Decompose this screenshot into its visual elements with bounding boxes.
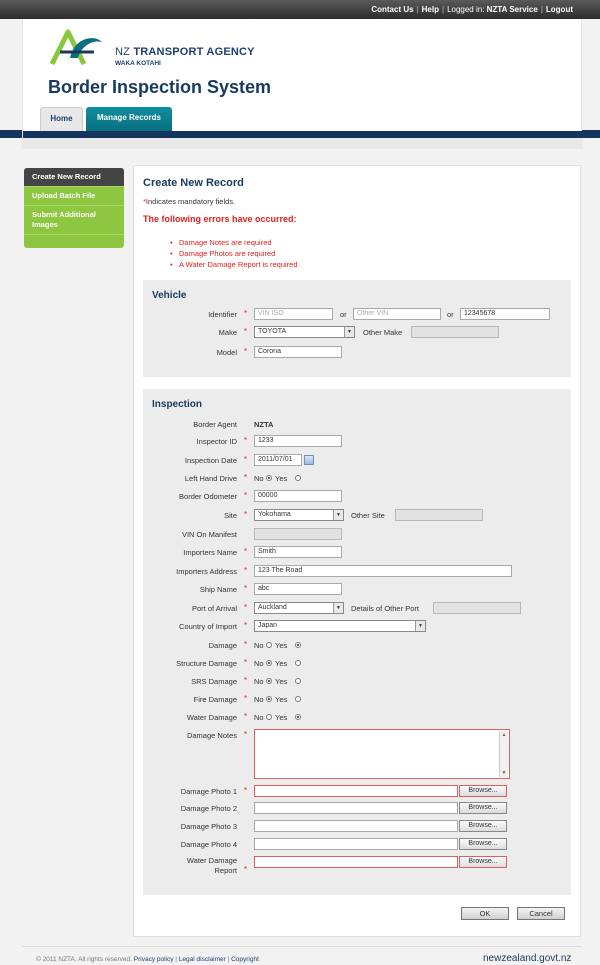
top-links: Contact Us | Help | Logged in: NZTA Service | Logout [371, 5, 573, 14]
chevron-down-icon: ▼ [333, 510, 343, 520]
water-yes-radio[interactable] [295, 714, 301, 720]
tab-manage-records[interactable]: Manage Records [86, 107, 172, 131]
inspector-id-input[interactable]: 1233 [254, 435, 342, 447]
water-no-radio[interactable] [266, 714, 272, 720]
required-star: * [244, 730, 248, 739]
nav-shadow [23, 138, 583, 149]
water-damage-report-input[interactable] [254, 856, 458, 868]
other-site-input[interactable] [395, 509, 483, 521]
copyright-text: © 2011 NZTA. All rights reserved. [36, 956, 132, 963]
govt-logo-link[interactable]: newzealand.govt.nz [483, 953, 572, 964]
header-band-right [582, 130, 600, 138]
vehicle-panel [143, 280, 571, 377]
browse-button[interactable]: Browse... [459, 838, 507, 850]
required-star: * [244, 455, 248, 464]
damage-photo-2-label: Damage Photo 2 [180, 804, 237, 813]
required-star: * [244, 621, 248, 630]
scroll-up-icon[interactable]: ▲ [501, 732, 507, 738]
vin-on-manifest-input [254, 528, 342, 540]
logged-in-user: NZTA Service [486, 5, 538, 14]
border-odometer-input[interactable]: 00000 [254, 490, 342, 502]
vin-on-manifest-label: VIN On Manifest [181, 530, 237, 539]
calendar-icon[interactable] [304, 455, 314, 465]
nzta-logo [48, 28, 108, 68]
lhd-yes-radio[interactable] [295, 475, 301, 481]
site-select[interactable]: Yokohama ▼ [254, 509, 344, 521]
agency-name: NZ TRANSPORT AGENCY [115, 46, 255, 58]
chevron-down-icon: ▼ [344, 327, 354, 337]
required-star: * [244, 473, 248, 482]
inspector-id-label: Inspector ID [196, 437, 237, 446]
sidebar-menu [24, 168, 124, 248]
required-star: * [244, 510, 248, 519]
header-band-left [0, 130, 22, 138]
damage-label: Damage [208, 641, 237, 650]
tab-home[interactable]: Home [40, 107, 83, 131]
other-port-input[interactable] [433, 602, 521, 614]
radio-no-label: No [254, 695, 264, 704]
border-agent-value: NZTA [254, 420, 274, 429]
radio-no-label: No [254, 659, 264, 668]
identifier-input[interactable]: 12345678 [460, 308, 550, 320]
radio-yes-label: Yes [275, 695, 288, 704]
damage-no-radio[interactable] [266, 642, 272, 648]
make-select[interactable]: TOYOTA ▼ [254, 326, 355, 338]
inspection-title: Inspection [152, 399, 203, 410]
required-star: * [244, 865, 248, 874]
details-other-port-label: Details of Other Port [351, 604, 419, 613]
required-star: * [244, 327, 248, 336]
sidebar-item-create-new-record[interactable]: Create New Record [24, 168, 124, 187]
port-of-arrival-label: Port of Arrival [191, 604, 237, 613]
required-star: * [244, 712, 248, 721]
importers-name-input[interactable]: Smith [254, 546, 342, 558]
copyright-link[interactable]: Copyright [231, 956, 259, 963]
importers-address-input[interactable]: 123 The Road [254, 565, 512, 577]
app-title: Border Inspection System [48, 77, 272, 97]
damage-photo-4-label: Damage Photo 4 [180, 840, 237, 849]
model-input[interactable]: Corona [254, 346, 342, 358]
country-of-import-select[interactable]: Japan ▼ [254, 620, 426, 632]
radio-no-label: No [254, 677, 264, 686]
top-bar [0, 0, 600, 19]
scroll-down-icon[interactable]: ▼ [501, 770, 507, 776]
radio-no-label: No [254, 641, 264, 650]
importers-name-label: Importers Name [183, 548, 237, 557]
help-link[interactable]: Help [421, 5, 439, 14]
sidebar-item-submit-additional-images[interactable]: Submit Additional Images [24, 206, 124, 235]
error-item: • A Water Damage Report is required [170, 259, 298, 270]
required-star: * [244, 694, 248, 703]
structure-damage-label: Structure Damage [176, 659, 237, 668]
ship-name-label: Ship Name [199, 585, 237, 594]
other-make-input[interactable] [411, 326, 499, 338]
site-label: Site [224, 511, 237, 520]
ok-button[interactable]: OK [461, 907, 509, 920]
footer-divider [22, 946, 582, 947]
fire-no-radio[interactable] [266, 696, 272, 702]
model-label: Model [216, 348, 237, 357]
ship-name-input[interactable]: abc [254, 583, 342, 595]
footer: © 2011 NZTA. All rights reserved. Privacy policy | Legal disclaimer | Copyright [36, 956, 259, 963]
error-list [170, 237, 298, 270]
srs-yes-radio[interactable] [295, 678, 301, 684]
cancel-button[interactable]: Cancel [517, 907, 565, 920]
inspection-panel [143, 389, 571, 895]
browse-button[interactable]: Browse... [459, 785, 507, 797]
radio-yes-label: Yes [275, 713, 288, 722]
fire-yes-radio[interactable] [295, 696, 301, 702]
radio-yes-label: Yes [275, 474, 288, 483]
damage-photo-3-label: Damage Photo 3 [180, 822, 237, 831]
damage-notes-textarea[interactable] [254, 729, 510, 779]
required-star: * [244, 547, 248, 556]
required-star: * [244, 347, 248, 356]
required-star: * [244, 309, 248, 318]
vehicle-title: Vehicle [152, 290, 187, 301]
required-star: * [244, 491, 248, 500]
error-item: • Damage Photos are required [170, 248, 298, 259]
logout-link[interactable]: Logout [545, 5, 573, 14]
required-star: * [244, 603, 248, 612]
radio-yes-label: Yes [275, 677, 288, 686]
other-make-label: Other Make [363, 328, 403, 337]
inspection-date-input[interactable]: 2011/07/01 [254, 454, 302, 466]
required-star: * [244, 640, 248, 649]
border-agent-label: Border Agent [193, 420, 237, 429]
structure-yes-radio[interactable] [295, 660, 301, 666]
identifier-label: Identifier [208, 310, 237, 319]
mandatory-note: *Indicates mandatory fields. [143, 197, 236, 206]
chevron-down-icon: ▼ [415, 621, 425, 631]
other-site-label: Other Site [351, 511, 385, 520]
water-damage-label: Water Damage [186, 713, 237, 722]
make-label: Make [218, 328, 237, 337]
error-item: • Damage Notes are required [170, 237, 298, 248]
vin-iso-input[interactable]: VIN ISO [254, 308, 333, 320]
required-star: * [244, 676, 248, 685]
radio-yes-label: Yes [275, 659, 288, 668]
sidebar-item-upload-batch-file[interactable]: Upload Batch File [24, 187, 124, 206]
damage-notes-label: Damage Notes [186, 731, 237, 740]
required-star: * [244, 436, 248, 445]
water-damage-report-label: Water Damage [186, 856, 237, 865]
damage-photo-1-label: Damage Photo 1 [180, 787, 237, 796]
browse-button[interactable]: Browse... [459, 856, 507, 868]
nav-bar [23, 131, 583, 138]
main-content [133, 165, 581, 937]
left-hand-drive-label: Left Hand Drive [184, 474, 237, 483]
damage-yes-radio[interactable] [295, 642, 301, 648]
browse-button[interactable]: Browse... [459, 802, 507, 814]
structure-no-radio[interactable] [266, 660, 272, 666]
or-label: or [447, 310, 454, 319]
browse-button[interactable]: Browse... [459, 820, 507, 832]
port-of-arrival-select[interactable]: Auckland ▼ [254, 602, 344, 614]
damage-photo-4-input[interactable] [254, 838, 458, 850]
lhd-no-radio[interactable] [266, 475, 272, 481]
contact-us-link[interactable]: Contact Us [371, 5, 414, 14]
border-odometer-label: Border Odometer [179, 492, 237, 501]
or-label: or [340, 310, 347, 319]
damage-photo-2-input[interactable] [254, 802, 458, 814]
agency-subtitle: WAKA KOTAHI [115, 60, 161, 67]
radio-no-label: No [254, 474, 264, 483]
other-vin-input[interactable]: Other VIN [353, 308, 441, 320]
page-title: Create New Record [143, 177, 244, 189]
required-star: * [244, 566, 248, 575]
radio-yes-label: Yes [275, 641, 288, 650]
site-header [22, 19, 582, 149]
water-damage-report-label: Report [214, 866, 237, 875]
radio-no-label: No [254, 713, 264, 722]
required-star: * [244, 584, 248, 593]
errors-heading: The following errors have occurred: [143, 214, 297, 224]
importers-address-label: Importers Address [176, 567, 237, 576]
fire-damage-label: Fire Damage [193, 695, 237, 704]
scrollbar[interactable] [499, 731, 508, 777]
required-star: * [244, 786, 248, 795]
inspection-date-label: Inspection Date [184, 456, 237, 465]
damage-photo-1-input[interactable] [254, 785, 458, 797]
logged-in-label: Logged in: [447, 5, 485, 14]
country-of-import-label: Country of Import [179, 622, 237, 631]
required-star: * [244, 658, 248, 667]
chevron-down-icon: ▼ [333, 603, 343, 613]
legal-disclaimer-link[interactable]: Legal disclaimer [178, 956, 226, 963]
srs-no-radio[interactable] [266, 678, 272, 684]
damage-photo-3-input[interactable] [254, 820, 458, 832]
privacy-policy-link[interactable]: Privacy policy [133, 956, 174, 963]
srs-damage-label: SRS Damage [191, 677, 237, 686]
